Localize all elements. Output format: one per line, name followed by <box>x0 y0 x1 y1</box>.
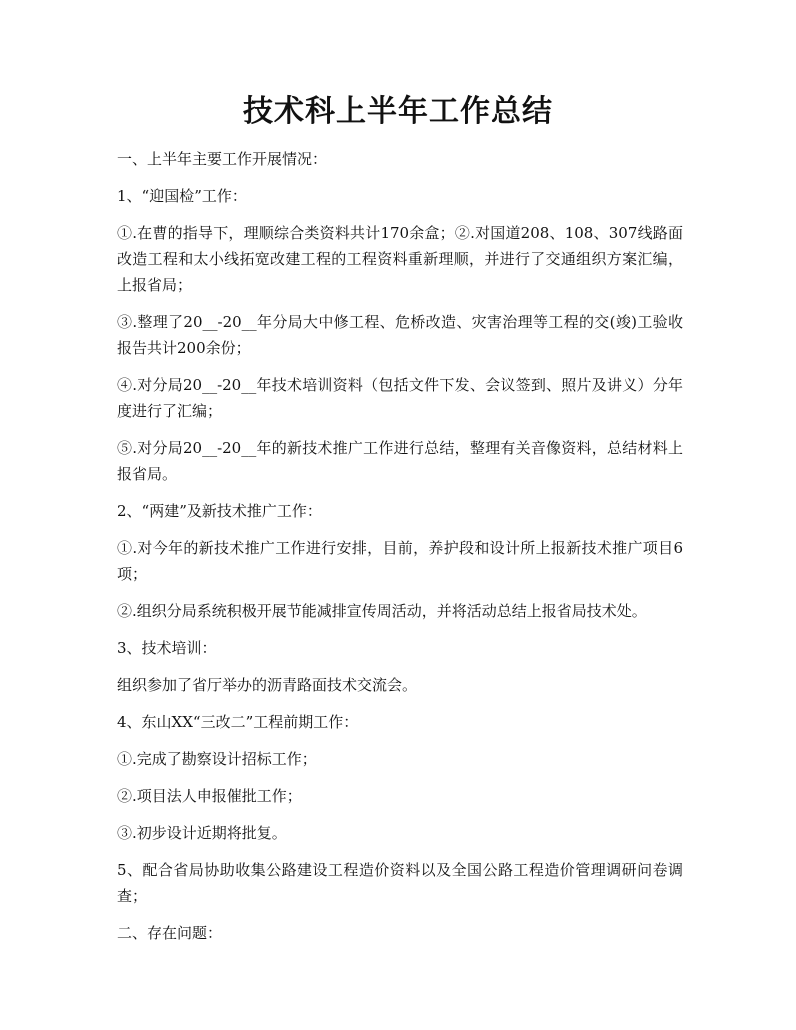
subsection-heading-3: 3、技术培训： <box>117 639 217 657</box>
section-heading-2: 二、存在问题： <box>117 924 223 942</box>
paragraph: 5、配合省局协助收集公路建设工程造价资料以及全国公路工程造价管理调研问卷调查； <box>117 861 683 905</box>
paragraph: ③.整理了20__-20__年分局大中修工程、危桥改造、灾害治理等工程的交(竣)工验收报告共计200余份； <box>117 313 683 357</box>
paragraph: ①.对今年的新技术推广工作进行安排，目前，养护段和设计所上报新技术推广项目6项； <box>117 539 683 583</box>
paragraph: ②.项目法人申报催批工作； <box>117 787 302 805</box>
subsection-heading-4: 4、东山XX“三改二”工程前期工作： <box>117 713 359 731</box>
subsection-heading-2: 2、“两建”及新技术推广工作： <box>117 502 322 520</box>
section-heading-1: 一、上半年主要工作开展情况： <box>117 150 328 168</box>
paragraph: ①.在曹的指导下，理顺综合类资料共计170余盒；②.对国道208、108、307线路面改造工程和太小线拓宽改建工程的工程资料重新理顺，并进行了交通组织方案汇编，上报省局； <box>117 224 683 294</box>
paragraph: ③.初步设计近期将批复。 <box>117 824 287 842</box>
paragraph: ①.完成了勘察设计招标工作； <box>117 750 317 768</box>
subsection-heading-1: 1、“迎国检”工作： <box>117 187 247 205</box>
document-title: 技术科上半年工作总结 <box>243 94 553 129</box>
paragraph: ②.组织分局系统积极开展节能减排宣传周活动，并将活动总结上报省局技术处。 <box>117 602 647 620</box>
document-body <box>117 146 683 957</box>
paragraph: 组织参加了省厅举办的沥青路面技术交流会。 <box>117 676 418 694</box>
paragraph: ⑤.对分局20__-20__年的新技术推广工作进行总结，整理有关音像资料，总结材料上报省局。 <box>117 439 683 483</box>
paragraph: ④.对分局20__-20__年技术培训资料（包括文件下发、会议签到、照片及讲义）分年度进行了汇编； <box>117 376 683 420</box>
